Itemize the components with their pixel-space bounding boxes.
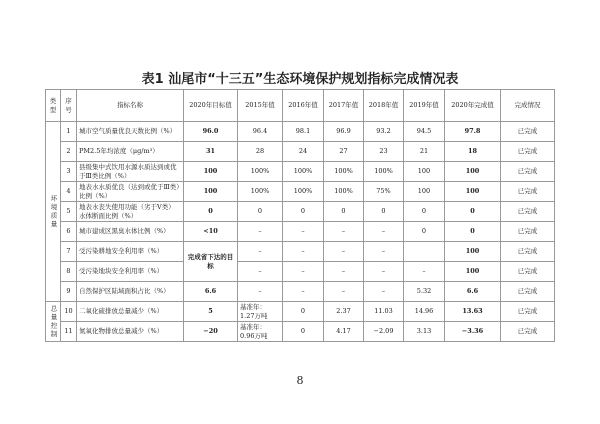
table-cell: 100% bbox=[238, 162, 283, 182]
table-cell: 6 bbox=[61, 222, 77, 242]
indicator-name: 自然保护区陆域面积占比（%） bbox=[77, 282, 184, 302]
status-cell: 已完成 bbox=[501, 202, 555, 222]
table-cell: 94.5 bbox=[404, 122, 445, 142]
indicator-table bbox=[45, 89, 555, 342]
table-cell: 4 bbox=[61, 182, 77, 202]
table-cell: 75% bbox=[364, 182, 404, 202]
column-header: 2020年完成值 bbox=[445, 90, 501, 122]
table-cell: – bbox=[238, 262, 283, 282]
category-cell: 总量控制 bbox=[46, 302, 61, 342]
category-cell: 环境质量 bbox=[46, 122, 61, 302]
table-row bbox=[46, 302, 555, 322]
indicator-name: 氮氧化物排放总量减少（%） bbox=[77, 322, 184, 342]
table-cell: – bbox=[324, 222, 364, 242]
table-cell: 96.9 bbox=[324, 122, 364, 142]
table-cell: −3.36 bbox=[445, 322, 501, 342]
column-header: 2017年值 bbox=[324, 90, 364, 122]
table-row bbox=[46, 122, 555, 142]
table-cell: 5 bbox=[61, 202, 77, 222]
indicator-name: PM2.5年均浓度（μg/m³） bbox=[77, 142, 184, 162]
status-cell: 已完成 bbox=[501, 222, 555, 242]
table-cell: 0 bbox=[445, 202, 501, 222]
status-cell: 已完成 bbox=[501, 302, 555, 322]
table-cell: 0 bbox=[283, 322, 324, 342]
column-header: 2018年值 bbox=[364, 90, 404, 122]
column-header: 2019年值 bbox=[404, 90, 445, 122]
table-cell: – bbox=[324, 262, 364, 282]
table-cell: 6.6 bbox=[445, 282, 501, 302]
table-cell: – bbox=[324, 242, 364, 262]
table-cell: 14.96 bbox=[404, 302, 445, 322]
table-cell: 8 bbox=[61, 262, 77, 282]
table-cell: 100% bbox=[283, 162, 324, 182]
table-cell bbox=[404, 242, 445, 262]
table-cell: 10 bbox=[61, 302, 77, 322]
table-cell: 0 bbox=[404, 222, 445, 242]
table-cell: 96.4 bbox=[238, 122, 283, 142]
indicator-name: 城市建成区黑臭水体比例（%） bbox=[77, 222, 184, 242]
indicator-name: 县级集中式饮用水源水质达到或优于Ⅲ类比例（%） bbox=[77, 162, 184, 182]
table-cell: – bbox=[283, 262, 324, 282]
table-row bbox=[46, 322, 555, 342]
column-header: 2020年目标值 bbox=[184, 90, 238, 122]
status-cell: 已完成 bbox=[501, 142, 555, 162]
status-cell: 已完成 bbox=[501, 122, 555, 142]
table-cell: 28 bbox=[238, 142, 283, 162]
page-number: 8 bbox=[296, 374, 304, 387]
table-title: 表1 汕尾市“十三五”生态环境保护规划指标完成情况表 bbox=[141, 72, 459, 87]
table-cell: 2.37 bbox=[324, 302, 364, 322]
column-header: 完成情况 bbox=[501, 90, 555, 122]
status-cell: 已完成 bbox=[501, 262, 555, 282]
table-cell: – bbox=[364, 282, 404, 302]
table-cell: – bbox=[324, 282, 364, 302]
table-cell: – bbox=[364, 242, 404, 262]
table-cell: 97.8 bbox=[445, 122, 501, 142]
table-cell: 18 bbox=[445, 142, 501, 162]
status-cell: 已完成 bbox=[501, 182, 555, 202]
table-row bbox=[46, 242, 555, 262]
table-cell: 100% bbox=[364, 162, 404, 182]
table-cell: 100 bbox=[445, 262, 501, 282]
header-row bbox=[46, 90, 555, 122]
table-cell: 1 bbox=[61, 122, 77, 142]
table-cell: 98.1 bbox=[283, 122, 324, 142]
table-cell: 100 bbox=[404, 162, 445, 182]
table-cell: 100% bbox=[238, 182, 283, 202]
table-cell: 0 bbox=[283, 202, 324, 222]
table-cell: – bbox=[238, 242, 283, 262]
table-row bbox=[46, 142, 555, 162]
table-row bbox=[46, 162, 555, 182]
table-cell: 9 bbox=[61, 282, 77, 302]
table-cell: – bbox=[404, 262, 445, 282]
table-cell: 0 bbox=[324, 202, 364, 222]
table-cell: 100 bbox=[445, 162, 501, 182]
status-cell: 已完成 bbox=[501, 162, 555, 182]
table-cell: <10 bbox=[184, 222, 238, 242]
table-cell: – bbox=[238, 282, 283, 302]
table-row bbox=[46, 182, 555, 202]
table-cell: 31 bbox=[184, 142, 238, 162]
table-cell: 100% bbox=[283, 182, 324, 202]
table-cell: – bbox=[238, 222, 283, 242]
status-cell: 已完成 bbox=[501, 242, 555, 262]
table-cell: 93.2 bbox=[364, 122, 404, 142]
table-cell: 100% bbox=[324, 182, 364, 202]
table-cell: 24 bbox=[283, 142, 324, 162]
table-cell: −2.09 bbox=[364, 322, 404, 342]
indicator-name: 地表水丧失使用功能（劣于Ⅴ类）水体断面比例（%） bbox=[77, 202, 184, 222]
table-row bbox=[46, 202, 555, 222]
table-cell: 7 bbox=[61, 242, 77, 262]
indicator-name: 地表水水质优良（达到或优于Ⅲ类）比例（%） bbox=[77, 182, 184, 202]
table-cell: – bbox=[364, 262, 404, 282]
table-cell: 0 bbox=[184, 202, 238, 222]
table-cell: −20 bbox=[184, 322, 238, 342]
status-cell: 已完成 bbox=[501, 322, 555, 342]
column-header: 2016年值 bbox=[283, 90, 324, 122]
table-row bbox=[46, 262, 555, 282]
table-cell: 96.0 bbox=[184, 122, 238, 142]
table-row bbox=[46, 222, 555, 242]
table-cell: 0 bbox=[404, 202, 445, 222]
table-cell: 5 bbox=[184, 302, 238, 322]
table-cell: 0 bbox=[238, 202, 283, 222]
table-cell: 11 bbox=[61, 322, 77, 342]
table-cell: 完成省下达的目标 bbox=[184, 242, 238, 282]
table-cell: 100 bbox=[184, 162, 238, 182]
table-cell: 11.03 bbox=[364, 302, 404, 322]
table-cell: 100% bbox=[324, 162, 364, 182]
table-cell: – bbox=[283, 222, 324, 242]
column-header: 2015年值 bbox=[238, 90, 283, 122]
column-header: 类型 bbox=[46, 90, 61, 122]
indicator-name: 受污染地块安全利用率（%） bbox=[77, 262, 184, 282]
table-cell: 100 bbox=[445, 182, 501, 202]
table-cell: 0 bbox=[364, 202, 404, 222]
table-cell: 6.6 bbox=[184, 282, 238, 302]
table-cell: 100 bbox=[404, 182, 445, 202]
table-cell: 13.63 bbox=[445, 302, 501, 322]
table-cell: 21 bbox=[404, 142, 445, 162]
table-cell: 基准年：0.96万吨 bbox=[238, 322, 283, 342]
table-cell: 100 bbox=[445, 242, 501, 262]
column-header: 序号 bbox=[61, 90, 77, 122]
table-cell: 2 bbox=[61, 142, 77, 162]
table-cell: 0 bbox=[283, 302, 324, 322]
table-cell: – bbox=[283, 242, 324, 262]
table-row bbox=[46, 282, 555, 302]
table-cell: 3 bbox=[61, 162, 77, 182]
table-cell: – bbox=[283, 282, 324, 302]
table-cell: 基准年：1.27万吨 bbox=[238, 302, 283, 322]
table-cell: 5.32 bbox=[404, 282, 445, 302]
indicator-name: 城市空气质量优良天数比例（%） bbox=[77, 122, 184, 142]
table-cell: 4.17 bbox=[324, 322, 364, 342]
table-cell: 23 bbox=[364, 142, 404, 162]
table-cell: 0 bbox=[445, 222, 501, 242]
column-header: 指标名称 bbox=[77, 90, 184, 122]
table-cell: 3.13 bbox=[404, 322, 445, 342]
table-cell: – bbox=[364, 222, 404, 242]
table-cell: 100 bbox=[184, 182, 238, 202]
indicator-name: 二氧化硫排放总量减少（%） bbox=[77, 302, 184, 322]
status-cell: 已完成 bbox=[501, 282, 555, 302]
table-cell: 27 bbox=[324, 142, 364, 162]
indicator-name: 受污染耕地安全利用率（%） bbox=[77, 242, 184, 262]
